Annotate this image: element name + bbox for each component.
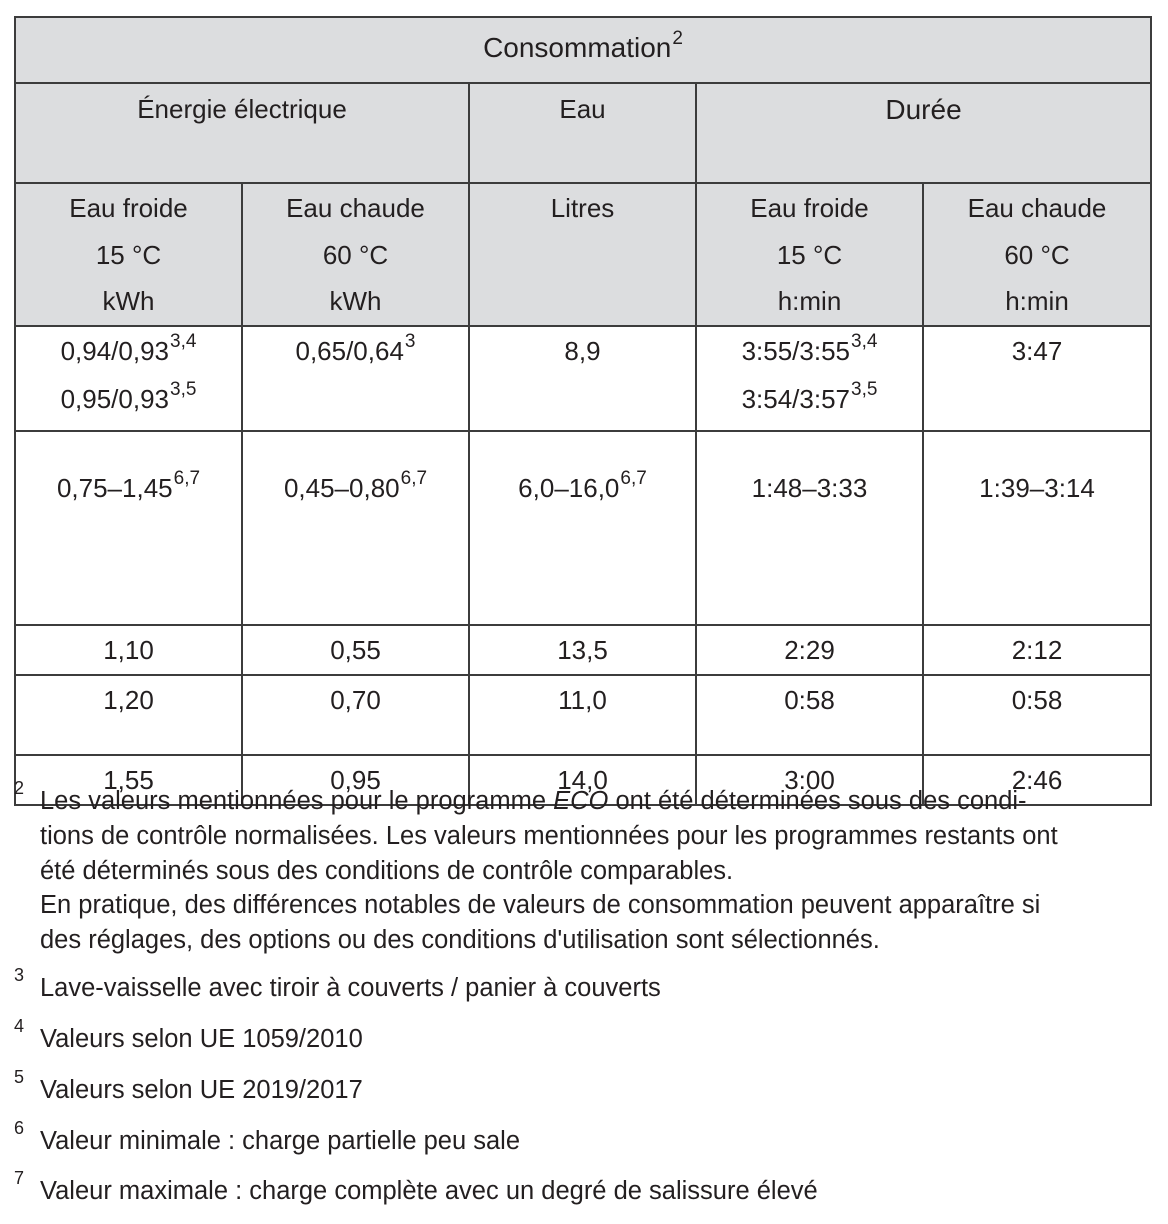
value-text: 0:58 xyxy=(1011,684,1063,715)
footnote-line: des réglages, des options ou des conditions d'utilisation sont sélectionnés. xyxy=(40,926,880,955)
table-cell xyxy=(15,326,242,431)
value-text: 1:48–3:33 xyxy=(751,472,868,503)
value-text: 2:46 xyxy=(1011,764,1063,795)
cell-value xyxy=(243,465,468,515)
value-text: 1,10 xyxy=(103,634,154,665)
group-energy: Énergie électrique xyxy=(15,83,469,183)
cell-value xyxy=(16,626,241,674)
table-row xyxy=(15,675,1151,755)
footnote-ref: 6,7 xyxy=(620,467,647,489)
footnote-text xyxy=(40,1174,1160,1209)
cell-value xyxy=(470,465,695,515)
table-row xyxy=(15,625,1151,675)
subheader-cell xyxy=(242,183,469,326)
table-cell xyxy=(696,625,923,675)
table-cell xyxy=(923,431,1151,625)
footnote-ref: 3,4 xyxy=(170,330,197,352)
title-footnote-ref: 2 xyxy=(672,28,683,49)
cell-value xyxy=(697,329,922,377)
footnote-text xyxy=(40,1124,1160,1159)
value-text: 0,55 xyxy=(330,634,381,665)
table-cell xyxy=(923,625,1151,675)
subheader-line: h:min xyxy=(1005,286,1069,316)
footnote-ref: 3 xyxy=(404,330,416,352)
subheader-line: Eau froide xyxy=(750,193,869,223)
footnote-line: Lave-vaisselle avec tiroir à couverts / panier à couverts xyxy=(40,974,661,1002)
footnote-line: Valeurs selon UE 1059/2010 xyxy=(40,1025,363,1053)
subheader-cell xyxy=(469,183,696,326)
subheader-line: Litres xyxy=(550,193,615,223)
footnote-line: Valeurs selon UE 2019/2017 xyxy=(40,1076,363,1104)
footnote-line: été déterminés sous des conditions de contrôle comparables. xyxy=(40,856,734,885)
cell-value xyxy=(16,465,241,515)
subheader-cell xyxy=(923,183,1151,326)
table-row xyxy=(15,326,1151,431)
consumption-table xyxy=(14,16,1152,806)
table-cell xyxy=(923,326,1151,431)
value-text: 0,95/0,93 xyxy=(60,383,169,414)
value-text: 14,0 xyxy=(557,764,608,795)
subheader-line: Eau chaude xyxy=(967,193,1107,223)
table-cell xyxy=(469,326,696,431)
subheader-line: 15 °C xyxy=(95,239,162,270)
group-duration: Durée xyxy=(696,83,1151,183)
table-cell xyxy=(469,431,696,625)
cell-value xyxy=(697,626,922,674)
subheader-line: 15 °C xyxy=(776,239,843,270)
value-text: 0,70 xyxy=(330,684,381,715)
value-text: 1,55 xyxy=(103,764,154,795)
footnote-text xyxy=(40,784,1160,958)
cell-value xyxy=(924,676,1150,724)
footnote-ref: 6,7 xyxy=(400,467,428,489)
value-text: 3:00 xyxy=(784,764,835,795)
table-cell xyxy=(15,675,242,755)
footnote-text xyxy=(40,1022,1160,1057)
footnote-line: Valeur minimale : charge partielle peu sale xyxy=(40,1127,521,1155)
value-text: 0,94/0,93 xyxy=(60,335,169,366)
table-cell xyxy=(15,625,242,675)
footnote-line xyxy=(40,784,1160,819)
cell-value xyxy=(924,626,1150,674)
subheader-line: Eau froide xyxy=(69,193,188,223)
eco-program-name: ECO xyxy=(553,787,609,815)
cell-value xyxy=(697,377,922,425)
footnote-line: tions de contrôle normalisées. Les valeurs mentionnées pour les programmes restants ont xyxy=(40,821,1058,850)
footnote-text xyxy=(40,1073,1160,1108)
subheader-line: Eau chaude xyxy=(286,193,425,223)
table-cell xyxy=(696,431,923,625)
cell-value xyxy=(243,626,468,674)
value-text: 0:58 xyxy=(784,684,835,715)
value-text: 3:55/3:55 xyxy=(741,335,850,366)
value-text: 0,65/0,64 xyxy=(295,335,404,366)
subheader-cell xyxy=(15,183,242,326)
table-cell xyxy=(923,675,1151,755)
table-cell xyxy=(696,675,923,755)
footnote-line: Valeur maximale : charge complète avec un degré de salissure élevé xyxy=(40,1177,818,1205)
footnote-number: 5 xyxy=(14,1067,25,1087)
table-cell xyxy=(469,675,696,755)
footnote-line: En pratique, des différences notables de valeurs de consommation peuvent apparaître si xyxy=(40,891,1041,920)
value-text: 3:54/3:57 xyxy=(741,383,850,414)
footnote-line-part: ont été déterminées sous des condi- xyxy=(608,787,1027,815)
value-text: 8,9 xyxy=(564,335,601,366)
value-text: 1:39–3:14 xyxy=(979,472,1095,503)
cell-value xyxy=(243,329,468,377)
footnote-ref: 3,5 xyxy=(170,378,197,400)
footnote-number: 7 xyxy=(14,1168,25,1188)
cell-value xyxy=(924,465,1150,511)
value-text: 13,5 xyxy=(557,634,608,665)
table-cell xyxy=(15,431,242,625)
table-cell xyxy=(242,625,469,675)
value-text: 0,45–0,80 xyxy=(283,472,400,503)
table-cell xyxy=(469,625,696,675)
value-text: 0,75–1,45 xyxy=(56,472,173,503)
cell-value xyxy=(697,465,922,511)
subheader-line: 60 °C xyxy=(322,239,389,270)
cell-value xyxy=(470,626,695,674)
subheader-line: h:min xyxy=(777,286,842,316)
cell-value xyxy=(243,676,468,724)
value-text: 6,0–16,0 xyxy=(518,472,620,503)
subheader-cell xyxy=(696,183,923,326)
group-water: Eau xyxy=(469,83,696,183)
footnote-line-part: Les valeurs mentionnées pour le programme xyxy=(40,787,554,815)
footnote-number: 2 xyxy=(14,778,25,798)
subheader-line: kWh xyxy=(329,286,382,316)
footnote-text xyxy=(40,971,1160,1006)
value-text: 1,20 xyxy=(103,684,154,715)
cell-value xyxy=(16,377,241,425)
table-cell xyxy=(242,326,469,431)
subheader-line: 60 °C xyxy=(1004,239,1070,270)
table-cell xyxy=(242,431,469,625)
subheader-line: kWh xyxy=(102,286,155,316)
footnote-number: 6 xyxy=(14,1118,25,1138)
table-cell xyxy=(242,675,469,755)
title-text: Consommation xyxy=(483,32,672,63)
value-text: 2:29 xyxy=(784,634,835,665)
cell-value xyxy=(924,329,1150,373)
cell-value xyxy=(470,676,695,724)
value-text: 0,95 xyxy=(330,764,381,795)
value-text: 3:47 xyxy=(1011,335,1063,366)
footnote-number: 3 xyxy=(14,965,25,985)
table-title xyxy=(15,17,1151,83)
footnote-ref: 3,5 xyxy=(851,378,878,400)
cell-value xyxy=(16,329,241,377)
footnote-ref: 6,7 xyxy=(173,467,201,489)
cell-value xyxy=(470,329,695,373)
table-cell xyxy=(696,326,923,431)
table-row xyxy=(15,431,1151,625)
footnote-ref: 3,4 xyxy=(851,330,878,352)
cell-value xyxy=(697,676,922,724)
value-text: 11,0 xyxy=(558,684,607,715)
cell-value xyxy=(16,676,241,724)
value-text: 2:12 xyxy=(1011,634,1063,665)
footnote-number: 4 xyxy=(14,1016,25,1036)
